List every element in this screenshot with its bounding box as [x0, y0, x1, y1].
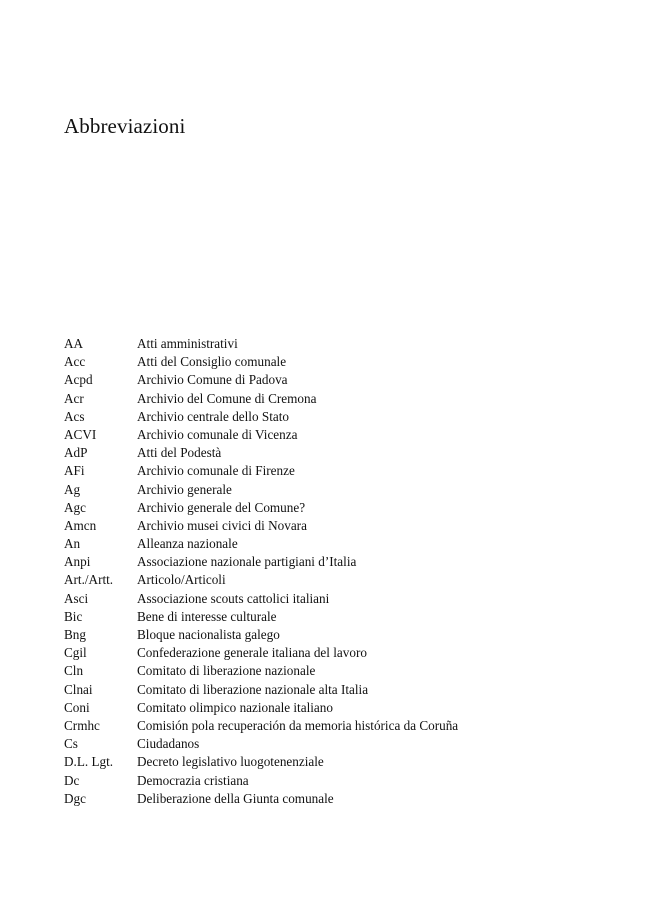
abbreviation-term: Acpd [64, 372, 93, 388]
abbreviation-entry [64, 790, 624, 808]
abbreviation-definition: Associazione nazionale partigiani d’Italia [137, 554, 357, 570]
abbreviation-term: AA [64, 336, 84, 351]
abbreviation-term: D.L. Lgt. [64, 754, 114, 770]
abbreviation-term: AdP [64, 445, 88, 461]
abbreviation-entry [64, 681, 624, 699]
abbreviation-entry [64, 717, 624, 735]
abbreviation-definition: Archivio del Comune di Cremona [137, 390, 317, 406]
abbreviation-definition: Atti del Consiglio comunale [137, 354, 287, 370]
abbreviation-entry [64, 590, 624, 608]
abbreviation-definition: Archivio generale [137, 481, 232, 497]
abbreviation-entry [64, 735, 624, 753]
abbreviation-definition: Democrazia cristiana [137, 772, 249, 788]
abbreviation-term: An [64, 536, 81, 552]
abbreviation-definition: Atti amministrativi [137, 336, 238, 351]
abbreviation-definition: Archivio musei civici di Novara [137, 517, 307, 533]
abbreviation-entry [64, 626, 624, 644]
abbreviation-term: AFi [64, 463, 85, 479]
abbreviation-term: Clnai [64, 681, 93, 697]
abbreviation-term: Acs [64, 408, 85, 424]
abbreviation-entry [64, 499, 624, 517]
abbreviation-entry [64, 553, 624, 571]
abbreviation-term: Acr [64, 390, 84, 406]
abbreviation-definition: Decreto legislativo luogotenenziale [137, 754, 324, 770]
abbreviation-entry [64, 353, 624, 371]
abbreviation-term: Dgc [64, 790, 86, 806]
abbreviation-entry [64, 408, 624, 426]
abbreviation-term: Cln [64, 663, 84, 679]
abbreviation-definition: Bene di interesse culturale [137, 608, 277, 624]
abbreviation-term: Coni [64, 699, 90, 715]
abbreviation-definition: Articolo/Articoli [137, 572, 226, 588]
abbreviation-entry [64, 571, 624, 589]
abbreviation-definition: Comitato olimpico nazionale italiano [137, 699, 333, 715]
abbreviation-entry [64, 772, 624, 790]
abbreviation-definition: Associazione scouts cattolici italiani [137, 590, 330, 606]
abbreviation-definition: Ciudadanos [137, 736, 200, 752]
abbreviation-entry [64, 426, 624, 444]
abbreviation-definition: Confederazione generale italiana del lavoro [137, 645, 367, 661]
abbreviation-term: Ag [64, 481, 81, 497]
abbreviation-term: Crmhc [64, 717, 100, 733]
abbreviation-definition: Archivio comunale di Vicenza [137, 426, 298, 442]
abbreviation-entry [64, 644, 624, 662]
abbreviation-entry [64, 535, 624, 553]
abbreviation-entry [64, 662, 624, 680]
abbreviation-definition: Archivio comunale di Firenze [137, 463, 295, 479]
abbreviation-term: Bic [64, 608, 83, 624]
abbreviation-term: Cs [64, 736, 78, 752]
abbreviation-definition: Bloque nacionalista galego [137, 627, 280, 642]
abbreviation-entry [64, 462, 624, 480]
abbreviation-entry [64, 371, 624, 389]
abbreviation-term: Bng [64, 627, 86, 642]
abbreviation-entry [64, 444, 624, 462]
abbreviation-definition: Comitato di liberazione nazionale [137, 663, 316, 679]
abbreviation-entry [64, 335, 624, 353]
abbreviation-definition: Deliberazione della Giunta comunale [137, 790, 334, 806]
abbreviation-definition: Comisión pola recuperación da memoria histórica da Coruña [137, 717, 459, 733]
abbreviation-entry [64, 390, 624, 408]
page-title: Abbreviazioni [64, 114, 186, 138]
abbreviation-list [64, 335, 624, 808]
abbreviation-entry [64, 608, 624, 626]
abbreviation-entry [64, 699, 624, 717]
abbreviation-entry [64, 517, 624, 535]
abbreviation-definition: Archivio centrale dello Stato [137, 408, 289, 424]
abbreviation-term: Anpi [64, 554, 91, 570]
abbreviation-term: ACVI [64, 426, 97, 442]
abbreviation-entry [64, 753, 624, 771]
abbreviation-term: Art./Artt. [64, 572, 114, 588]
abbreviation-term: Dc [64, 772, 80, 788]
abbreviation-definition: Archivio Comune di Padova [137, 372, 288, 388]
abbreviation-definition: Archivio generale del Comune? [137, 499, 306, 515]
abbreviation-definition: Atti del Podestà [137, 445, 222, 461]
abbreviation-term: Amcn [64, 517, 97, 533]
abbreviation-term: Acc [64, 354, 86, 370]
abbreviation-entry [64, 481, 624, 499]
abbreviation-definition: Alleanza nazionale [137, 536, 238, 552]
abbreviation-term: Asci [64, 590, 89, 606]
abbreviation-term: Agc [64, 499, 86, 515]
abbreviation-term: Cgil [64, 645, 87, 661]
abbreviation-definition: Comitato di liberazione nazionale alta Italia [137, 681, 369, 697]
